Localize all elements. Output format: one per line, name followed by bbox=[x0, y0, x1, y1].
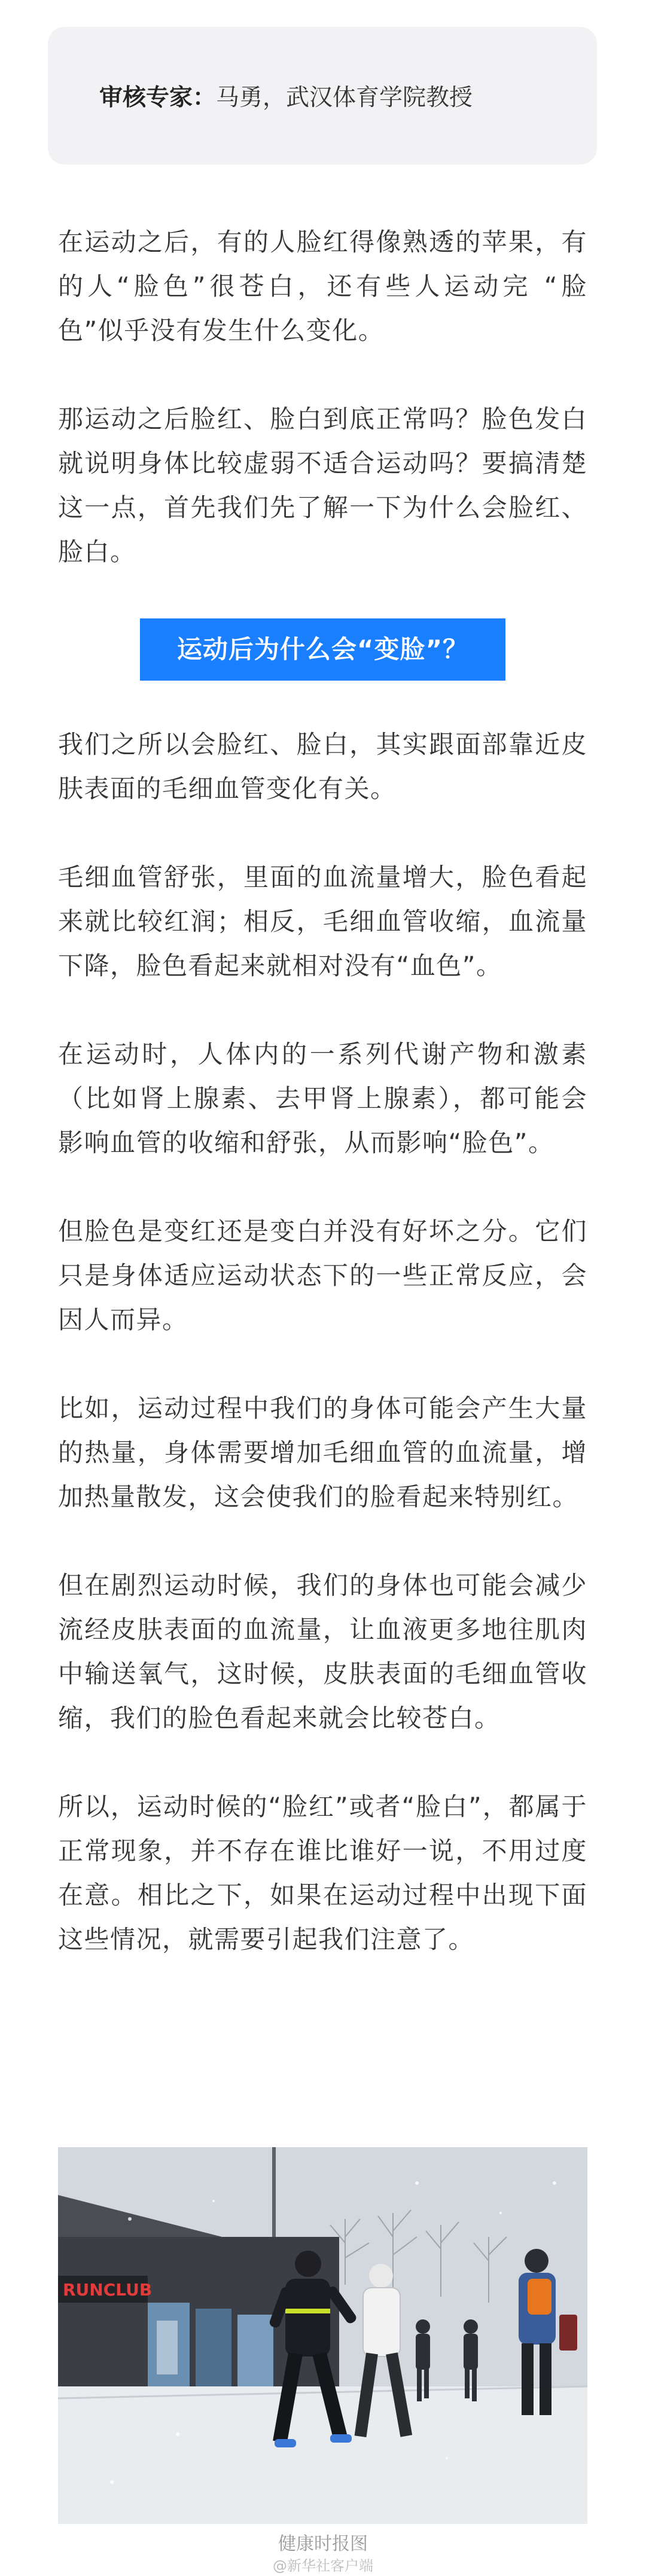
expert-value: 马勇，武汉体育学院教授 bbox=[216, 84, 473, 111]
photo-watermark: @新华社客户端 bbox=[273, 2557, 373, 2574]
photo-caption: 健康时报图 bbox=[278, 2534, 368, 2554]
runners-photo-illustration bbox=[58, 2147, 587, 2524]
section-heading-wrap bbox=[58, 618, 587, 681]
expert-info-box bbox=[48, 27, 597, 164]
section-heading bbox=[140, 618, 505, 681]
expert-label: 审核专家： bbox=[99, 84, 217, 111]
paragraph-1: 我们之所以会脸红、脸白，其实跟面部靠近皮肤表面的毛细血管变化有关。 bbox=[58, 730, 587, 803]
paragraph-6: 但在剧烈运动时候，我们的身体也可能会减少流经皮肤表面的血流量，让血液更多地往肌肉中输送氧气，这时候，皮肤表面的毛细血管收缩，我们的脸色看起来就会比较苍白。 bbox=[58, 1571, 587, 1733]
paragraph-5: 比如，运动过程中我们的身体可能会产生大量的热量，身体需要增加毛细血管的血流量，增加热量散发，这会使我们的脸看起来特别红。 bbox=[58, 1394, 587, 1511]
heading-corner-decoration bbox=[134, 612, 156, 635]
storefront-sign-text: RUNCLUB bbox=[63, 2280, 153, 2300]
paragraph-4: 但脸色是变红还是变白并没有好坏之分。它们只是身体适应运动状态下的一些正常反应，会因人而异。 bbox=[58, 1217, 587, 1334]
article-body bbox=[58, 220, 587, 2006]
expert-line bbox=[99, 79, 473, 112]
section-heading-text: 运动后为什么会“变脸”？ bbox=[176, 635, 469, 664]
paragraph-intro-1: 在运动之后，有的人脸红得像熟透的苹果，有的人“脸色”很苍白，还有些人运动完 “脸色”似乎没有发生什么变化。 bbox=[58, 227, 587, 345]
paragraph-7: 所以，运动时候的“脸红”或者“脸白”，都属于正常现象，并不存在谁比谁好一说，不用过度在意。相比之下，如果在运动过程中出现下面这些情况，就需要引起我们注意了。 bbox=[58, 1792, 587, 1954]
paragraph-intro-2: 那运动之后脸红、脸白到底正常吗？脸色发白就说明身体比较虚弱不适合运动吗？要搞清楚这一点，首先我们先了解一下为什么会脸红、脸白。 bbox=[58, 404, 587, 566]
runners-photo bbox=[58, 2147, 587, 2524]
paragraph-2: 毛细血管舒张，里面的血流量增大，脸色看起来就比较红润；相反，毛细血管收缩，血流量下降，脸色看起来就相对没有“血色”。 bbox=[58, 862, 587, 980]
paragraph-3: 在运动时，人体内的一系列代谢产物和激素（比如肾上腺素、去甲肾上腺素），都可能会影响血管的收缩和舒张，从而影响“脸色”。 bbox=[58, 1039, 587, 1157]
